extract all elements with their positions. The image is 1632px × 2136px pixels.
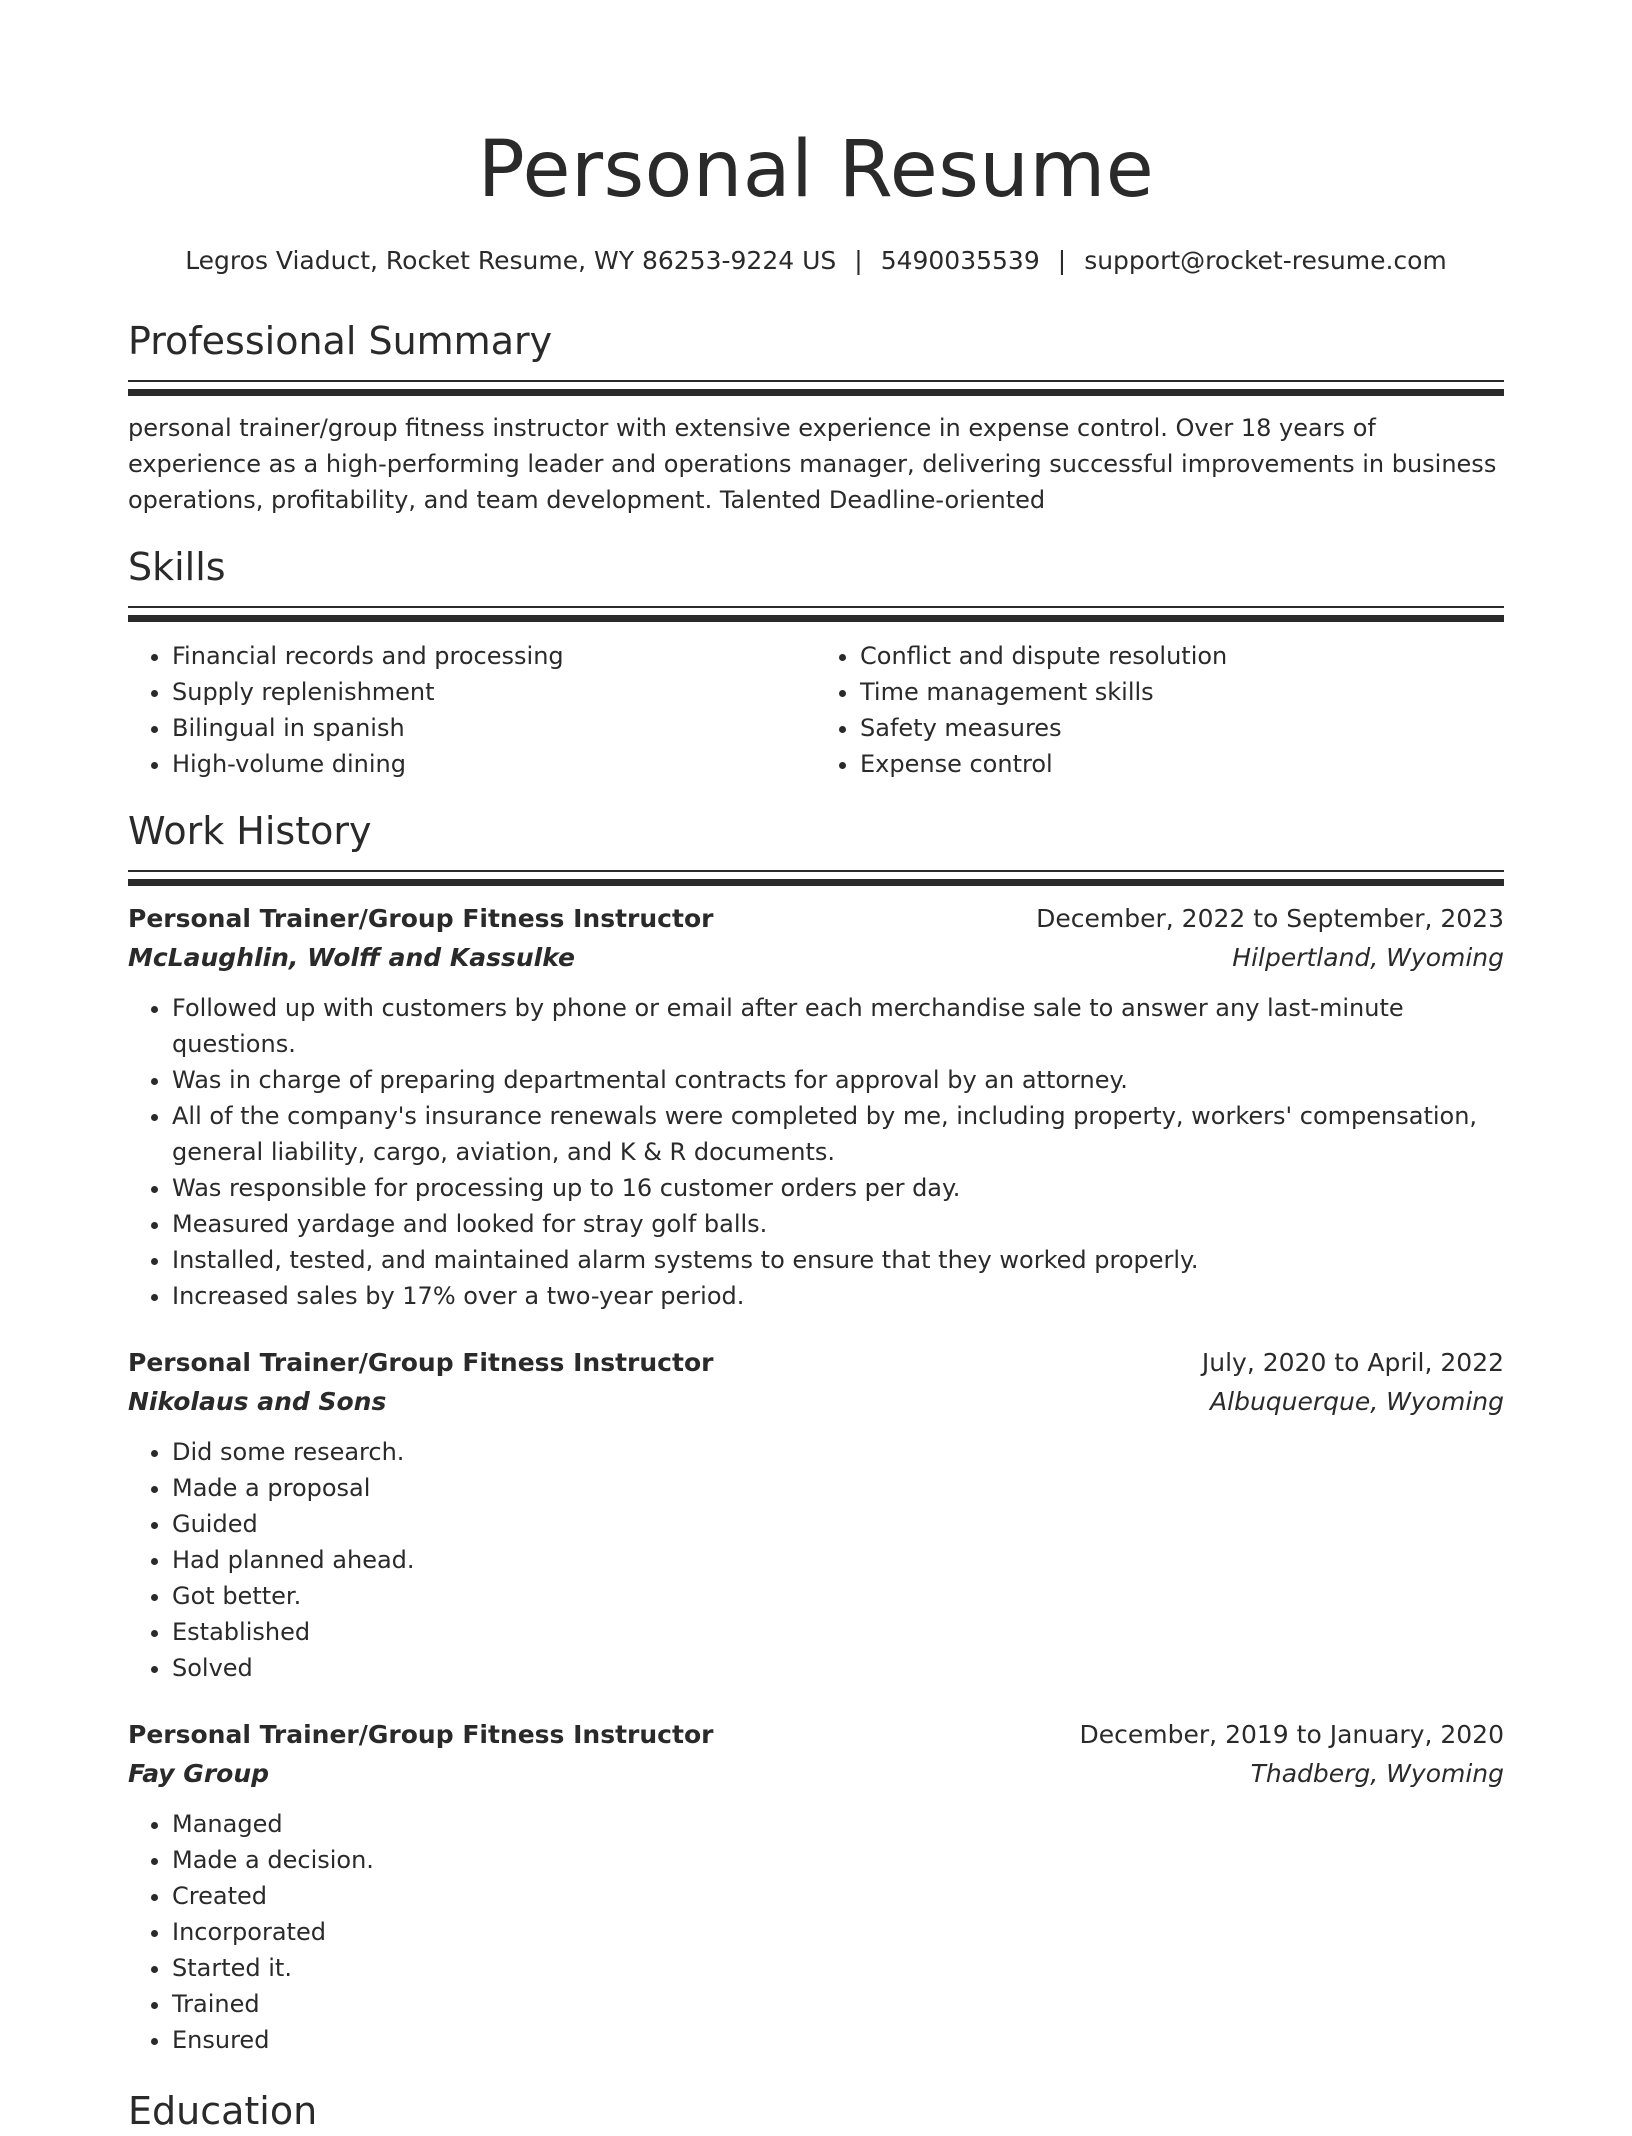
job-bullets xyxy=(128,1806,1504,2058)
job-bullets xyxy=(128,990,1504,1314)
skill-item: • Safety measures xyxy=(860,710,1504,746)
job-bullet: • Got better. xyxy=(172,1578,1504,1614)
resume-title: Personal Resume xyxy=(477,125,1155,215)
section-divider-thick xyxy=(128,389,1504,396)
skill-item: • Supply replenishment xyxy=(172,674,816,710)
job-bullet: • Measured yardage and looked for stray golf balls. xyxy=(172,1206,1504,1242)
job-subheader xyxy=(128,938,1504,978)
skill-item: • Bilingual in spanish xyxy=(172,710,816,746)
skills-column-left xyxy=(128,638,816,782)
job-bullet: • Ensured xyxy=(172,2022,1504,2058)
job-location: Albuquerque, Wyoming xyxy=(1210,1387,1504,1416)
skill-item: • Financial records and processing xyxy=(172,638,816,674)
job-location: Hilpertland, Wyoming xyxy=(1232,943,1504,972)
job-header xyxy=(128,1716,1504,1754)
job-company: Nikolaus and Sons xyxy=(128,1387,387,1416)
education-heading: Education xyxy=(128,2089,318,2133)
section-divider xyxy=(128,606,1504,608)
contact-phone: 5490035539 xyxy=(880,246,1040,275)
job-bullet: • Started it. xyxy=(172,1950,1504,1986)
job-bullet: • Installed, tested, and maintained alarm systems to ensure that they worked properly. xyxy=(172,1242,1504,1278)
job-bullet: • Was in charge of preparing departmental contracts for approval by an attorney. xyxy=(172,1062,1504,1098)
job-bullet: • Was responsible for processing up to 16 customer orders per day. xyxy=(172,1170,1504,1206)
job-subheader xyxy=(128,1382,1504,1422)
skill-item: • High-volume dining xyxy=(172,746,816,782)
job-location: Thadberg, Wyoming xyxy=(1250,1759,1504,1788)
job-header xyxy=(128,900,1504,938)
skill-item: • Time management skills xyxy=(860,674,1504,710)
job-dates: December, 2019 to January, 2020 xyxy=(1079,1720,1504,1749)
section-divider-thick xyxy=(128,615,1504,622)
job-dates: December, 2022 to September, 2023 xyxy=(1036,904,1504,933)
contact-email[interactable]: support@rocket-resume.com xyxy=(1084,246,1447,275)
job-bullet: • Established xyxy=(172,1614,1504,1650)
section-divider xyxy=(128,380,1504,382)
summary-heading: Professional Summary xyxy=(128,319,553,363)
contact-line xyxy=(128,244,1504,278)
summary-section xyxy=(128,316,1504,518)
contact-address: Legros Viaduct, Rocket Resume, WY 86253-9224 US xyxy=(185,246,837,275)
job-bullet: • Solved xyxy=(172,1650,1504,1686)
job-bullets xyxy=(128,1434,1504,1686)
job-subheader xyxy=(128,1754,1504,1794)
skill-item: • Conflict and dispute resolution xyxy=(860,638,1504,674)
job-company: Fay Group xyxy=(128,1759,270,1788)
job-entry xyxy=(128,900,1504,1314)
job-bullet: • Created xyxy=(172,1878,1504,1914)
job-bullet: • Made a decision. xyxy=(172,1842,1504,1878)
job-bullet: • Trained xyxy=(172,1986,1504,2022)
job-bullet: • Had planned ahead. xyxy=(172,1542,1504,1578)
job-bullet: • Increased sales by 17% over a two-year period. xyxy=(172,1278,1504,1314)
section-divider xyxy=(128,870,1504,872)
summary-text: personal trainer/group fitness instructor with extensive experience in expense control. Over 18 years of experience as a high-performing leader and operations manager, delivering successful improvements in business operations, profitability, and team development. Talented Deadline-oriented xyxy=(128,414,1497,514)
section-divider-thick xyxy=(128,879,1504,886)
skills-list xyxy=(128,638,1504,782)
contact-separator: | xyxy=(1057,246,1067,275)
education-section xyxy=(128,2086,1504,2136)
skill-item: • Expense control xyxy=(860,746,1504,782)
job-bullet: • Managed xyxy=(172,1806,1504,1842)
job-title: Personal Trainer/Group Fitness Instructor xyxy=(128,904,714,933)
job-entry xyxy=(128,1344,1504,1686)
job-bullet: • Made a proposal xyxy=(172,1470,1504,1506)
skills-column-right xyxy=(816,638,1504,782)
job-company: McLaughlin, Wolff and Kassulke xyxy=(128,943,575,972)
job-header xyxy=(128,1344,1504,1382)
job-bullet: • Guided xyxy=(172,1506,1504,1542)
job-entry xyxy=(128,1716,1504,2058)
job-bullet: • Did some research. xyxy=(172,1434,1504,1470)
job-title: Personal Trainer/Group Fitness Instructor xyxy=(128,1720,714,1749)
job-bullet: • All of the company's insurance renewals were completed by me, including property, workers' compensation, general liability, cargo, aviation, and K & R documents. xyxy=(172,1098,1504,1170)
skills-section xyxy=(128,542,1504,782)
skills-heading: Skills xyxy=(128,545,226,589)
job-dates: July, 2020 to April, 2022 xyxy=(1201,1348,1504,1377)
job-bullet: • Incorporated xyxy=(172,1914,1504,1950)
work-heading: Work History xyxy=(128,809,372,853)
job-bullet: • Followed up with customers by phone or email after each merchandise sale to answer any last-minute questions. xyxy=(172,990,1504,1062)
work-section xyxy=(128,806,1504,2058)
job-title: Personal Trainer/Group Fitness Instructor xyxy=(128,1348,714,1377)
contact-separator: | xyxy=(854,246,863,275)
